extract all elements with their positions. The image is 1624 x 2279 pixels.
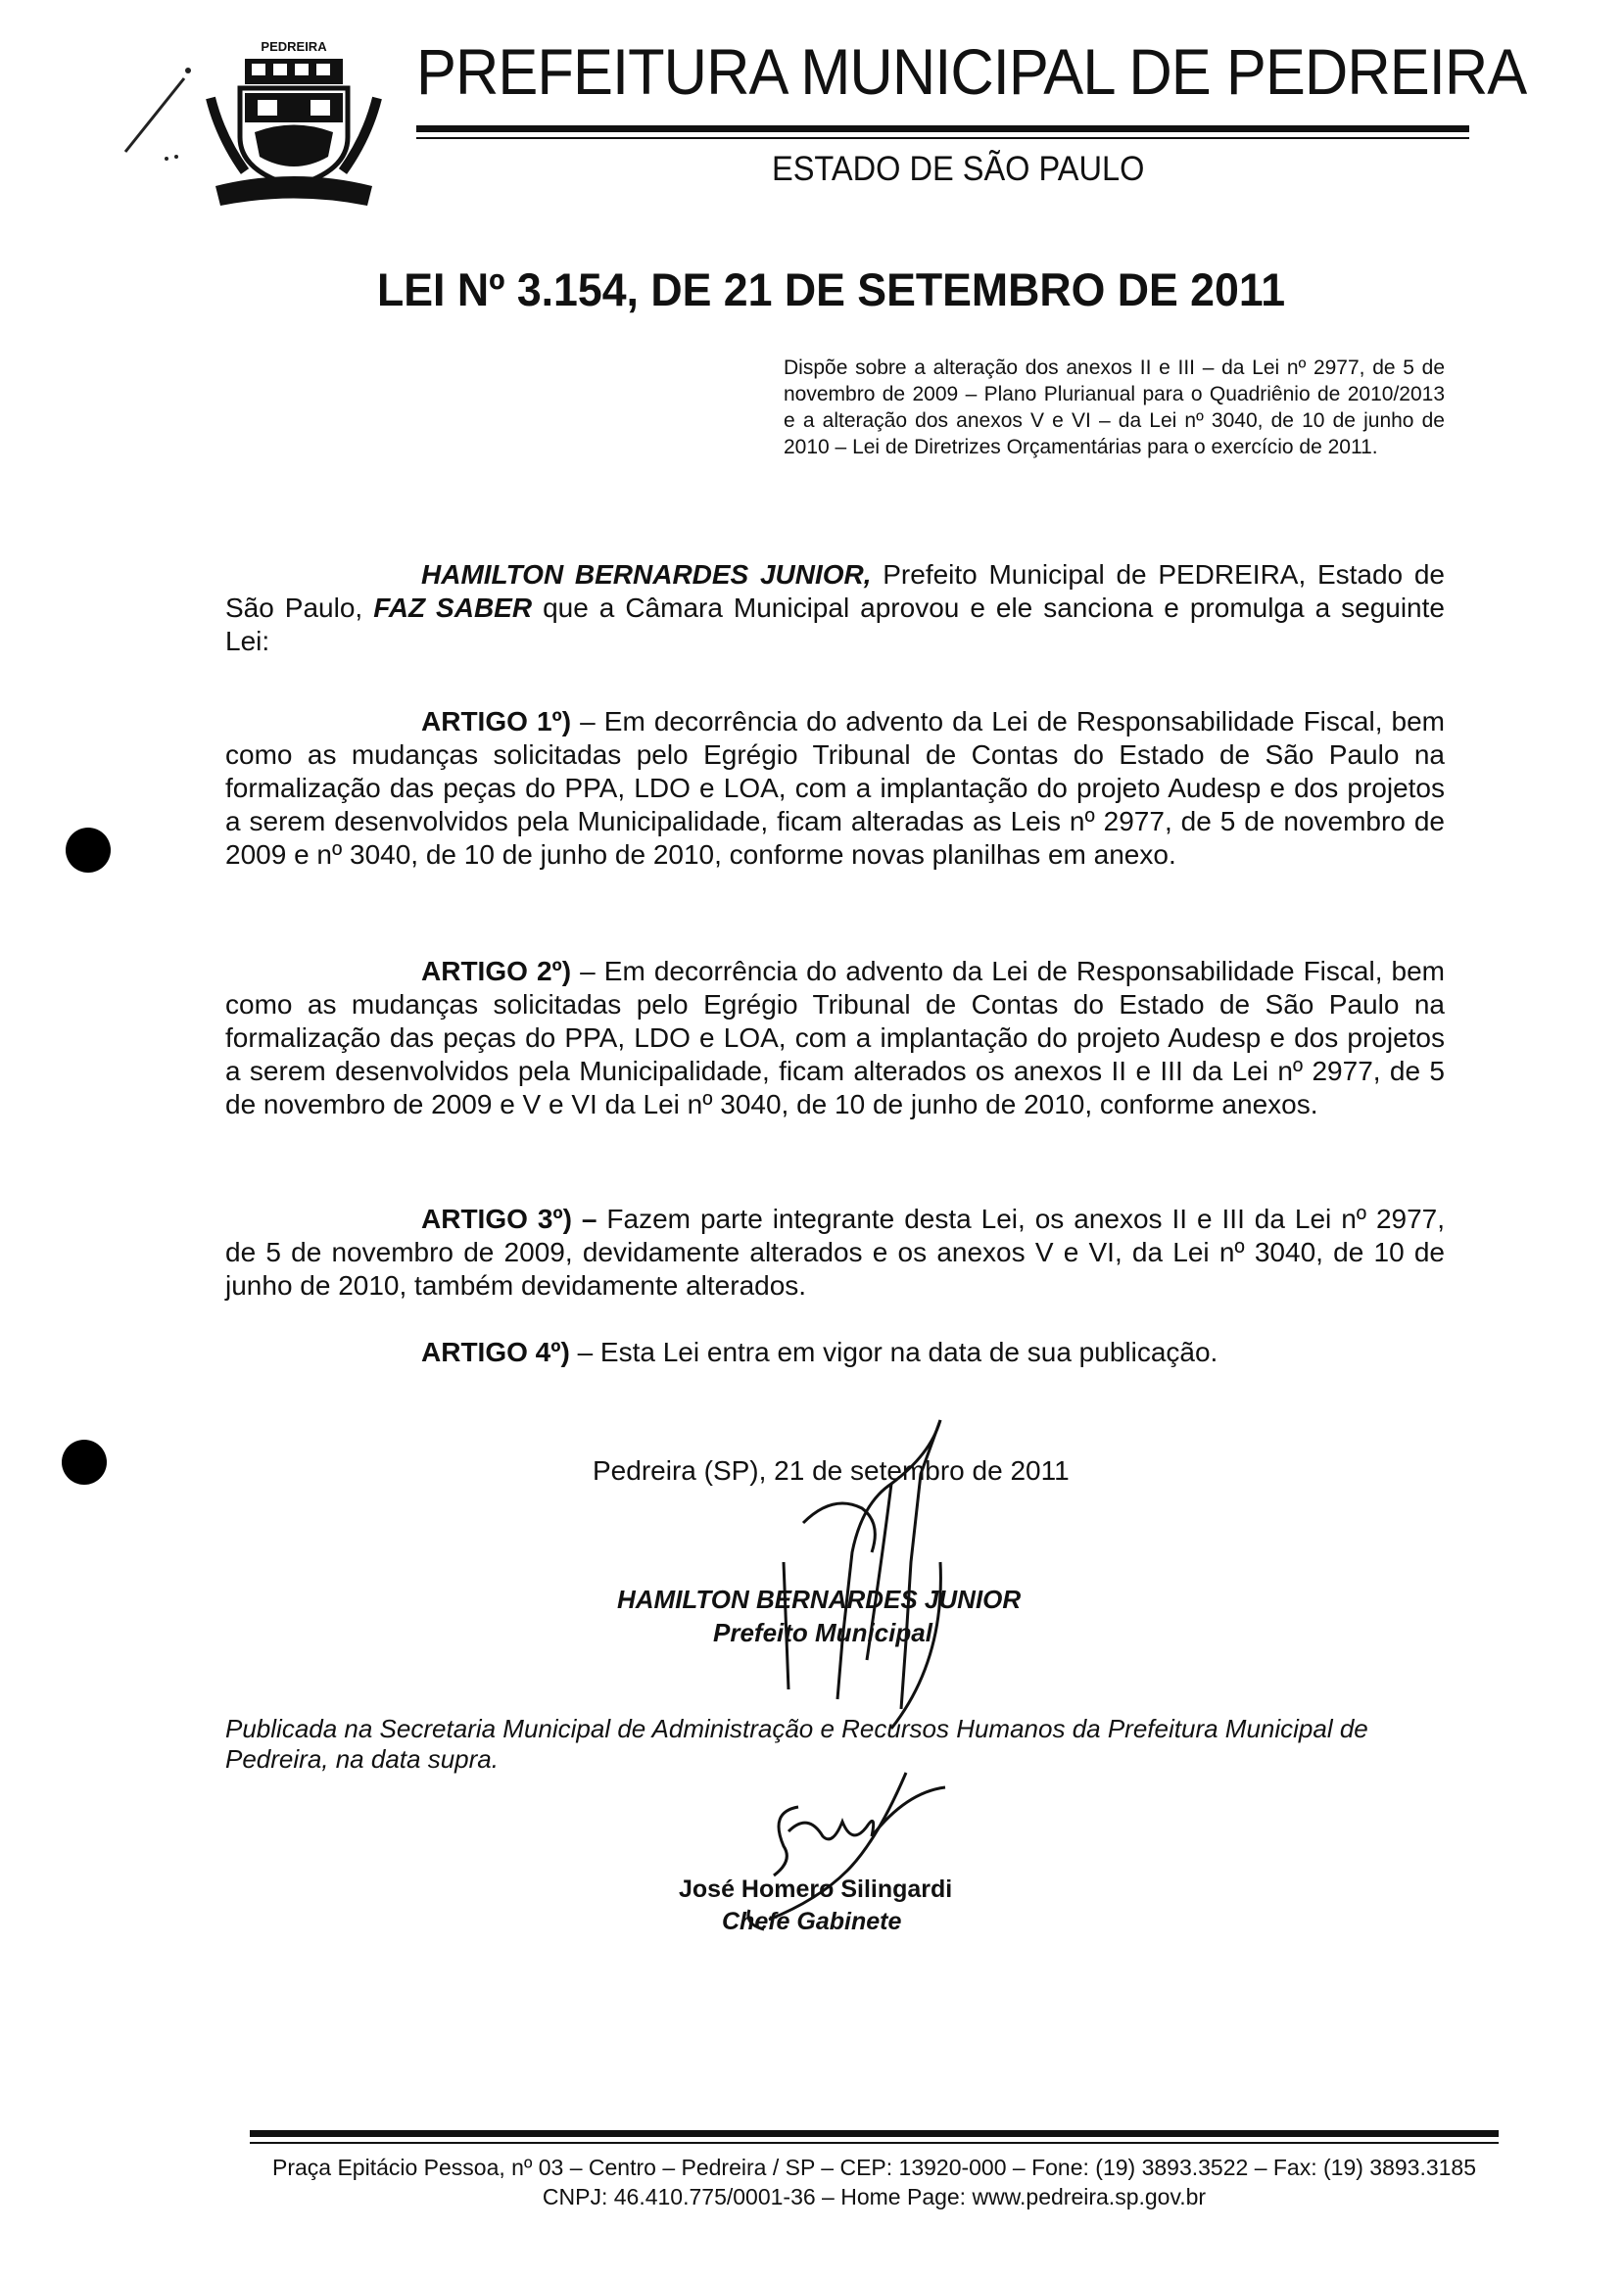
punch-hole <box>66 828 111 873</box>
chief-role: Chefe Gabinete <box>722 1908 902 1935</box>
article-label: ARTIGO 4º) <box>421 1337 570 1367</box>
article-3 <box>225 1203 1445 1303</box>
article-label: ARTIGO 2º) <box>421 956 572 986</box>
municipal-crest-icon <box>201 29 387 211</box>
article-label: ARTIGO 3º) – <box>421 1204 597 1234</box>
article-text: – Em decorrência do advento da Lei de Responsabilidade Fiscal, bem como as mudanças solicitadas pelo Egrégio Tribunal de Contas do Estado de São Paulo na formalização das peças do PPA, LDO e LOA, com a implantação do projeto Audesp e dos projetos a serem desenvolvidos pela Municipalidade, ficam alteradas as Leis nº 2977, de 5 de novembro de 2009 e nº 3040, de 10 de junho de 2010, conforme novas planilhas em anexo. <box>225 706 1446 870</box>
org-name: PREFEITURA MUNICIPAL DE PEDREIRA <box>416 35 1527 108</box>
header-rule <box>416 125 1469 132</box>
intro-text-1: Prefeito Municipal de PEDREIRA, Estado de São Paulo, <box>225 559 1445 623</box>
mayor-name: HAMILTON BERNARDES JUNIOR, <box>421 559 872 590</box>
article-1 <box>225 705 1445 872</box>
law-ementa: Dispõe sobre a alteração dos anexos II e III – da Lei nº 2977, de 5 de novembro de 2009 – Plano Plurianual para o Quadriênio de 2010/2013 e a alteração dos anexos V e VI – da Lei nº 3040, de 10 de junho de 2010 – Lei de Diretrizes Orçamentárias para o exercício de 2011. <box>784 356 1445 458</box>
date-line: Pedreira (SP), 21 de setembro de 2011 <box>593 1455 1070 1486</box>
intro-text-2: que a Câmara Municipal aprovou e ele sanciona e promulga a seguinte Lei: <box>225 593 1445 656</box>
faz-saber: FAZ SABER <box>373 593 533 623</box>
article-text: – Esta Lei entra em vigor na data de sua publicação. <box>569 1337 1218 1367</box>
article-text: Fazem parte integrante desta Lei, os anexos II e III da Lei nº 2977, de 5 de novembro de 2009, devidamente alterados e os anexos V e VI, da Lei nº 3040, de 10 de junho de 2010, também devidamente alterados. <box>225 1204 1446 1301</box>
signer-role: Prefeito Municipal <box>713 1618 932 1647</box>
footer-cnpj: CNPJ: 46.410.775/0001-36 – Home Page: www.pedreira.sp.gov.br <box>542 2184 1207 2209</box>
punch-hole <box>62 1440 107 1485</box>
header-rule-thin <box>416 137 1469 139</box>
crest-label: PEDREIRA <box>261 39 327 54</box>
intro-paragraph <box>225 558 1445 658</box>
article-4 <box>225 1336 1445 1369</box>
signer-name: HAMILTON BERNARDES JUNIOR <box>617 1585 1022 1614</box>
article-2 <box>225 955 1445 1121</box>
mayor-signature <box>744 1415 979 1738</box>
law-title: LEI Nº 3.154, DE 21 DE SETEMBRO DE 2011 <box>377 263 1286 315</box>
publication-note: Publicada na Secretaria Municipal de Administração e Recursos Humanos da Prefeitura Municipal de Pedreira, na data supra. <box>225 1714 1368 1774</box>
state-name: ESTADO DE SÃO PAULO <box>772 150 1145 188</box>
article-text: – Em decorrência do advento da Lei de Responsabilidade Fiscal, bem como as mudanças solicitadas pelo Egrégio Tribunal de Contas do Estado de São Paulo na formalização das peças do PPA, LDO e LOA, com a implantação do projeto Audesp e dos projetos a serem desenvolvidos pela Municipalidade, ficam alterados os anexos II e III da Lei nº 2977, de 5 de novembro de 2009 e V e VI da Lei nº 3040, de 10 de junho de 2010, conforme anexos. <box>225 956 1446 1119</box>
margin-ink-mark <box>108 59 206 166</box>
chief-name: José Homero Silingardi <box>679 1875 953 1903</box>
article-label: ARTIGO 1º) <box>421 706 572 736</box>
footer-rule-thin <box>250 2142 1499 2144</box>
footer-address: Praça Epitácio Pessoa, nº 03 – Centro – Pedreira / SP – CEP: 13920-000 – Fone: (19) 3893.3522 – Fax: (19) 3893.3185 <box>271 2155 1477 2180</box>
footer-rule <box>250 2130 1499 2137</box>
